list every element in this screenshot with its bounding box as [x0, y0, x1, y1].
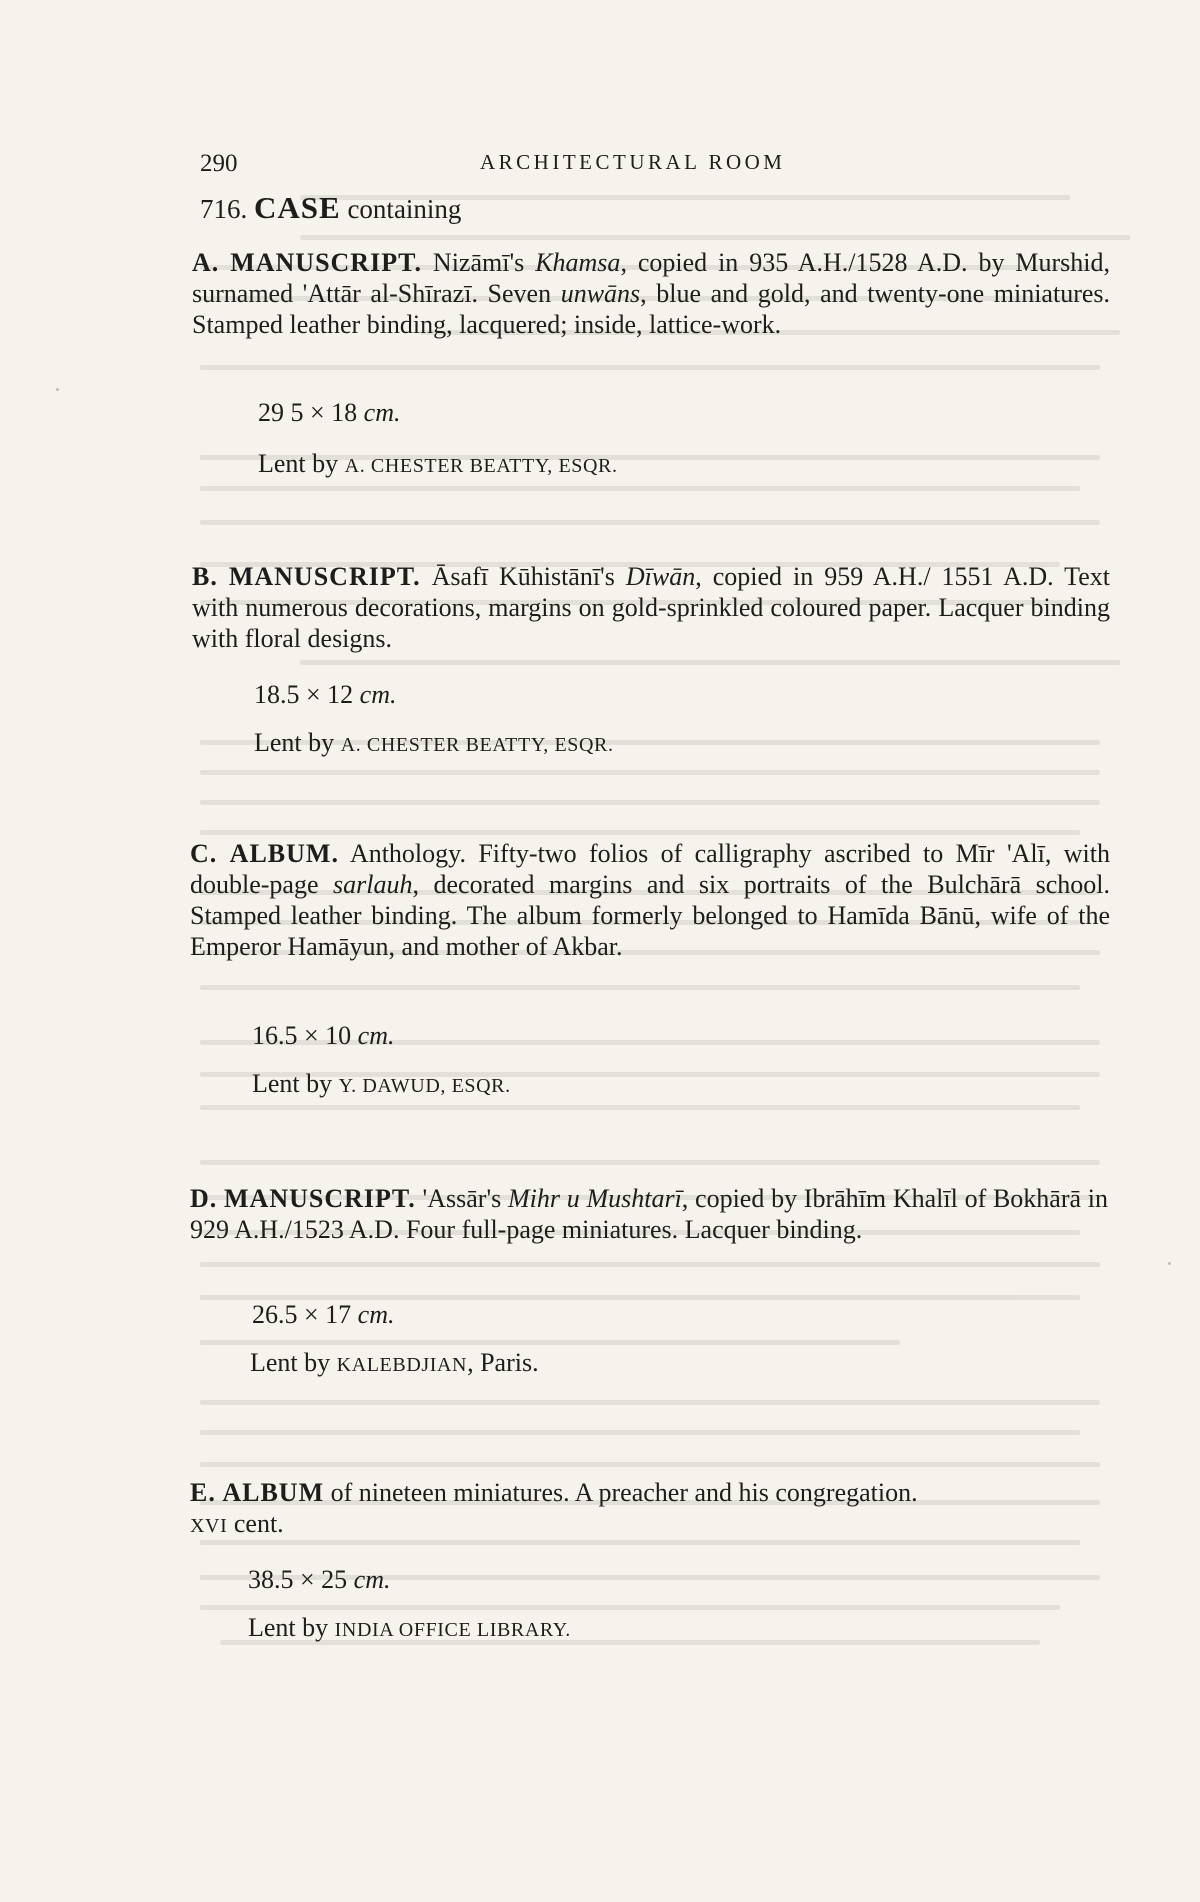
- show-through-line: [200, 365, 1100, 370]
- dimension-value: 18.5 × 12: [254, 680, 354, 709]
- lender-name: KALEBDJIAN: [336, 1354, 468, 1376]
- lender-name: Y. DAWUD, ESQR.: [338, 1075, 511, 1097]
- dimension-value: 38.5 × 25: [248, 1565, 348, 1594]
- show-through-line: [200, 1400, 1100, 1405]
- entry-text: 'Assār's: [422, 1184, 508, 1213]
- entry-text: , copied by Ibrāhīm Khalīl of Bokhārā in 929 A.H./1523 A.D. Four full-page miniatures. Lacquer binding.: [190, 1184, 1108, 1244]
- show-through-line: [300, 235, 1130, 240]
- lent-prefix: Lent by: [258, 449, 339, 478]
- entry-text: , blue and gold, and twenty-one miniatures. Stamped leather binding, lacquered; inside, lattice-work.: [192, 279, 1111, 339]
- dimension-value: 26.5 × 17: [252, 1300, 352, 1329]
- dimension-value: 29 5 × 18: [258, 398, 358, 427]
- lent-prefix: Lent by: [254, 728, 335, 757]
- entry-letter: A.: [192, 248, 220, 277]
- running-header: [200, 150, 1100, 180]
- lender-name: A. CHESTER BEATTY, ESQR.: [340, 734, 614, 756]
- entry-heading: ALBUM.: [229, 839, 339, 868]
- entry-term-italic: sarlauh: [333, 870, 413, 899]
- entry-text: Nizāmī's: [432, 248, 536, 277]
- century-suffix: cent.: [233, 1509, 284, 1538]
- show-through-line: [200, 1105, 1080, 1110]
- show-through-line: [200, 486, 1080, 491]
- entry-text: , copied in 935 A.H./1528 A.D. by Murshid, surnamed 'Attār al-Shīrazī. Seven: [192, 248, 1110, 308]
- paper-speck: [1168, 1262, 1171, 1265]
- entry-text: , copied in 959 A.H./ 1551 A.D. Text with numerous decorations, margins on gold-sprinkled coloured paper. Lacquer binding with floral designs.: [192, 562, 1111, 653]
- case-label: CASE: [254, 190, 341, 225]
- entry-letter: B.: [192, 562, 218, 591]
- entry-e: [190, 1477, 1110, 1542]
- page-number: 290: [200, 150, 238, 177]
- case-heading: [200, 190, 461, 226]
- dimension-value: 16.5 × 10: [252, 1021, 352, 1050]
- lent-prefix: Lent by: [250, 1348, 331, 1377]
- entry-text: Āsafī Kūhistānī's: [431, 562, 626, 591]
- show-through-line: [200, 800, 1100, 805]
- case-suffix: containing: [347, 194, 462, 224]
- entry-d-lender: [250, 1348, 539, 1378]
- lender-name: INDIA OFFICE LIBRARY.: [334, 1619, 571, 1641]
- entry-term-italic: unwāns: [560, 279, 641, 308]
- show-through-line: [200, 1262, 1100, 1267]
- show-through-line: [200, 1462, 1100, 1467]
- entry-text: Anthology. Fifty-two folios of calligraphy ascribed to Mīr 'Alī, with double-page: [190, 839, 1110, 899]
- dimension-unit: cm.: [357, 1021, 395, 1050]
- entry-c: [190, 838, 1110, 962]
- entry-a-lender: [258, 449, 618, 479]
- show-through-line: [200, 1340, 900, 1345]
- dimension-unit: cm.: [357, 1300, 395, 1329]
- show-through-line: [200, 985, 1080, 990]
- running-title: ARCHITECTURAL ROOM: [480, 150, 786, 174]
- lent-prefix: Lent by: [248, 1613, 329, 1642]
- entry-b-dimensions: [254, 680, 397, 710]
- entry-heading: MANUSCRIPT.: [228, 562, 421, 591]
- entry-b-lender: [254, 728, 614, 758]
- dimension-unit: cm.: [359, 680, 397, 709]
- entry-title-italic: Dīwān: [625, 562, 696, 591]
- entry-heading: MANUSCRIPT.: [224, 1184, 416, 1213]
- entry-title-italic: Khamsa: [535, 248, 621, 277]
- entry-text: of nineteen miniatures. A preacher and his congregation.: [324, 1478, 918, 1507]
- lender-place: , Paris.: [467, 1348, 539, 1377]
- show-through-line: [300, 660, 1120, 665]
- show-through-line: [200, 1160, 1100, 1165]
- entry-e-dimensions: [248, 1565, 391, 1595]
- entry-letter: C.: [190, 839, 218, 868]
- show-through-line: [200, 520, 1100, 525]
- entry-heading: ALBUM: [222, 1478, 325, 1507]
- entry-text: , decorated margins and six portraits of the Bulchārā school. Stamped leather binding. The album formerly belonged to Hamīda Bānū, wife of the Emperor Hamāyun, and mother of Akbar.: [190, 870, 1110, 961]
- entry-c-dimensions: [252, 1021, 395, 1051]
- show-through-line: [200, 770, 1100, 775]
- show-through-line: [200, 1605, 1060, 1610]
- dimension-unit: cm.: [363, 398, 401, 427]
- lent-prefix: Lent by: [252, 1069, 333, 1098]
- entry-heading: MANUSCRIPT.: [230, 248, 422, 277]
- lender-name: A. CHESTER BEATTY, ESQR.: [344, 455, 618, 477]
- entry-title-italic: Mihr u Mushtarī: [507, 1184, 682, 1213]
- entry-a-dimensions: [258, 398, 401, 428]
- show-through-line: [200, 1430, 1080, 1435]
- case-number: 716.: [200, 194, 248, 224]
- century-numeral: XVI: [190, 1515, 228, 1537]
- show-through-line: [200, 830, 1080, 835]
- entry-d-dimensions: [252, 1300, 395, 1330]
- entry-d: [190, 1183, 1108, 1245]
- entry-a: [192, 247, 1110, 340]
- dimension-unit: cm.: [353, 1565, 391, 1594]
- entry-letter: E.: [190, 1478, 216, 1507]
- entry-b: [192, 561, 1110, 654]
- entry-letter: D.: [190, 1184, 218, 1213]
- paper-speck: [56, 388, 59, 391]
- entry-e-lender: [248, 1613, 571, 1643]
- entry-c-lender: [252, 1069, 511, 1099]
